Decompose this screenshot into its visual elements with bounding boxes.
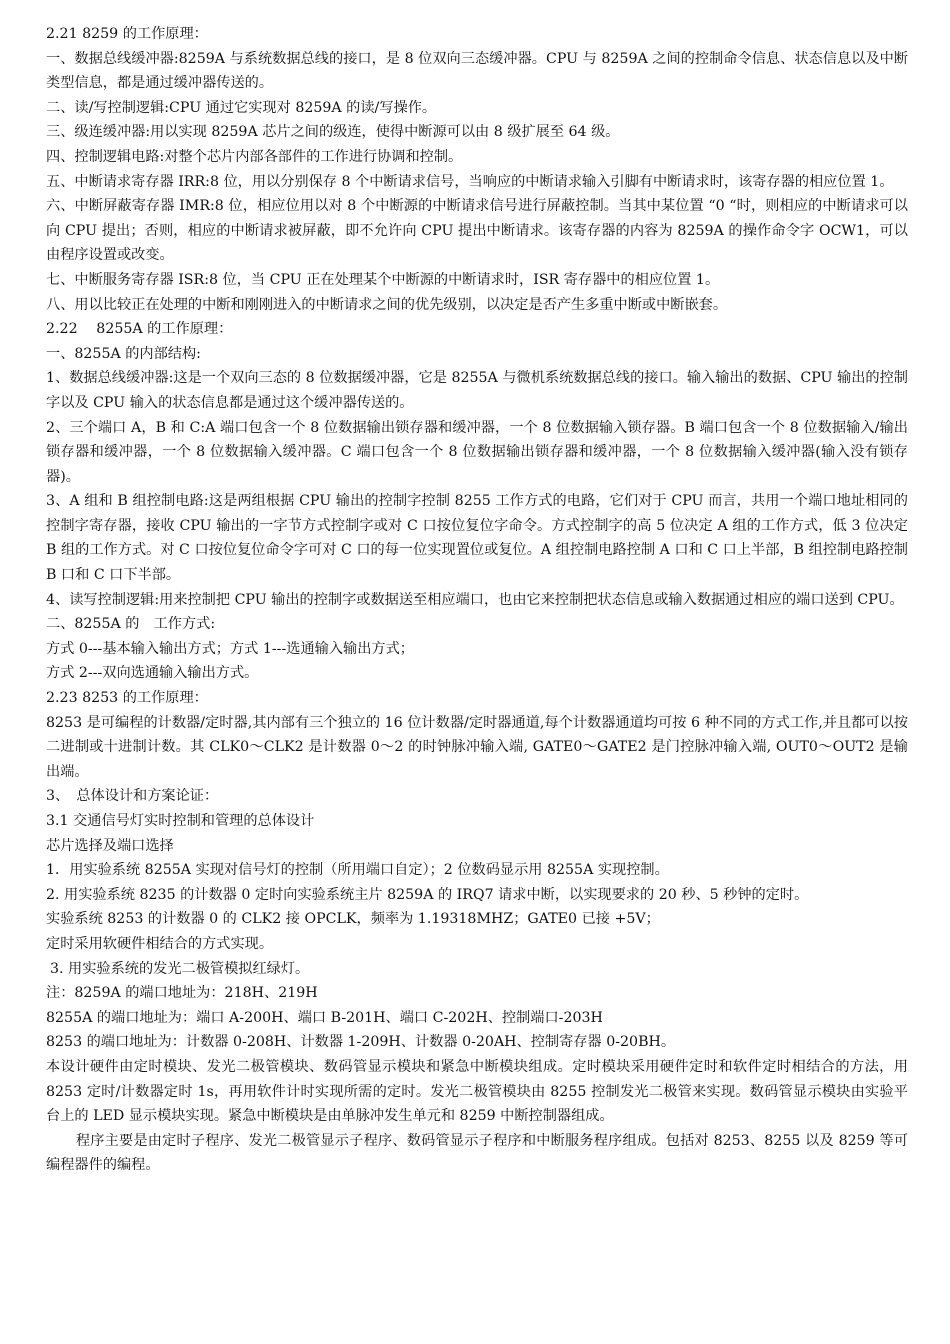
paragraph-8253-description: 8253 是可编程的计数器/定时器,其内部有三个独立的 16 位计数器/定时器通道,每个计数器通道均可按 6 种不同的方式工作,并且都可以按二进制或十进制计数。其 CLK0～CLK2 是计数器 0～2 的时钟脉冲输入端, GATE0～GATE2 是门控脉冲输入端, OUT0～OUT2 是输出端。 [46, 714, 908, 780]
subheading-8255a-structure: 一、8255A 的内部结构: [46, 345, 201, 362]
heading-8255a: 2.22 8255A 的工作原理： [46, 321, 233, 338]
paragraph-data-bus-buffer: 一、数据总线缓冲器:8259A 与系统数据总线的接口，是 8 位双向三态缓冲器。CPU 与 8259A 之间的控制命令信息、状态信息以及中断类型信息，都是通过缓冲器传送的。 [46, 50, 908, 92]
subheading-8255a-modes: 二、8255A 的 工作方式: [46, 616, 216, 633]
paragraph-irr: 五、中断请求寄存器 IRR:8 位，用以分别保存 8 个中断请求信号，当响应的中断请求输入引脚有中断请求时，该寄存器的相应位置 1。 [46, 173, 894, 190]
paragraph-cascade-buffer: 三、级连缓冲器:用以实现 8259A 芯片之间的级连，使得中断源可以由 8 级扩展至 64 级。 [46, 124, 620, 141]
paragraph-clk-note: 实验系统 8253 的计数器 0 的 CLK2 接 OPCLK，频率为 1.19318MHZ；GATE0 已接 +5V； [46, 911, 660, 928]
paragraph-modes-0-1: 方式 0---基本输入输出方式；方式 1---选通输入输出方式； [46, 640, 414, 657]
paragraph-isr: 七、中断服务寄存器 ISR:8 位，当 CPU 正在处理某个中断源的中断请求时，ISR 寄存器中的相应位置 1。 [46, 271, 720, 288]
heading-8259: 2.21 8259 的工作原理： [46, 26, 208, 42]
paragraph-program-design: 程序主要是由定时子程序、发光二极管显示子程序、数码管显示子程序和中断服务程序组成。包括对 8253、8255 以及 8259 等可编程器件的编程。 [46, 1132, 908, 1174]
paragraph-8255-ports: 2、三个端口 A，B 和 C:A 端口包含一个 8 位数据输出锁存器和缓冲器，一个 8 位数据输入锁存器。B 端口包含一个 8 位数据输入/输出锁存器和缓冲器，一个 8 位数据输入缓冲器。C 端口包含一个 8 位数据输出锁存器和缓冲器，一个 8 位数据输入缓冲器(输入没有锁存器)。 [46, 419, 908, 485]
paragraph-mode-2: 方式 2---双向选通输入输出方式。 [46, 665, 259, 682]
paragraph-control-logic: 四、控制逻辑电路:对整个芯片内部各部件的工作进行协调和控制。 [46, 148, 463, 165]
paragraph-8255-rw-logic: 4、读写控制逻辑:用来控制把 CPU 输出的控制字或数据送至相应端口，也由它来控制把状态信息或输入数据通过相应的端口送到 CPU。 [46, 591, 904, 608]
heading-3-1: 3.1 交通信号灯实时控制和管理的总体设计 [46, 813, 315, 829]
note-8255a-ports: 8255A 的端口地址为：端口 A-200H、端口 B-201H、端口 C-202H、控制端口-203H [46, 1009, 603, 1026]
paragraph-8255-group-control: 3、A 组和 B 组控制电路:这是两组根据 CPU 输出的控制字控制 8255 工作方式的电路，它们对于 CPU 而言，共用一个端口地址相同的控制字寄存器，接收 CPU 输出的一字节方式控制字或对 C 口按位复位字命令。方式控制字的高 5 位决定 A 组的工作方式，低 3 位决定 B 组的工作方式。对 C 口按位复位命令字可对 C 口的每一位实现置位或复位。A 组控制电路控制 A 口和 C 口上半部，B 组控制电路控制 B 口和 C 口下半部。 [46, 493, 908, 584]
note-8253-ports: 8253 的端口地址为：计数器 0-208H、计数器 1-209H、计数器 0-20AH、控制寄存器 0-20BH。 [46, 1034, 676, 1051]
note-8259a-ports: 注：8259A 的端口地址为：218H、219H [46, 985, 318, 1002]
paragraph-rw-control: 二、读/写控制逻辑:CPU 通过它实现对 8259A 的读/写操作。 [46, 99, 437, 116]
list-item-3: 3. 用实验系统的发光二极管模拟红绿灯。 [50, 960, 310, 977]
list-item-1: 1．用实验系统 8255A 实现对信号灯的控制（所用端口自定）；2 位数码显示用 8255A 实现控制。 [46, 862, 669, 879]
heading-8253: 2.23 8253 的工作原理： [46, 690, 208, 707]
paragraph-timing-note: 定时采用软硬件相结合的方式实现。 [46, 935, 274, 952]
subheading-chip-selection: 芯片选择及端口选择 [46, 837, 174, 854]
paragraph-priority: 八、用以比较正在处理的中断和刚刚进入的中断请求之间的优先级别，以决定是否产生多重中断或中断嵌套。 [46, 296, 728, 313]
paragraph-imr: 六、中断屏蔽寄存器 IMR:8 位，相应位用以对 8 个中断源的中断请求信号进行屏蔽控制。当其中某位置 “0 “时，则相应的中断请求可以向 CPU 提出；否则，相应的中断请求被屏蔽，即不允许向 CPU 提出中断请求。该寄存器的内容为 8259A 的操作命令字 OCW1，可以由程序设置或改变。 [46, 198, 908, 264]
paragraph-8255-data-buffer: 1、数据总线缓冲器:这是一个双向三态的 8 位数据缓冲器，它是 8255A 与微机系统数据总线的接口。输入输出的数据、CPU 输出的控制字以及 CPU 输入的状态信息都是通过这个缓冲器传送的。 [46, 370, 908, 411]
heading-overall-design: 3、 总体设计和方案论证： [46, 788, 219, 805]
paragraph-hardware-design: 本设计硬件由定时模块、发光二极管模块、数码管显示模块和紧急中断模块组成。定时模块采用硬件定时和软件定时相结合的方法，用 8253 定时/计数器定时 1s，再用软件计时实现所需的定时。发光二极管模块由 8255 控制发光二极管来实现。数码管显示模块由实验平台上的 LED 显示模块实现。紧急中断模块是由单脉冲发生单元和 8259 中断控制器组成。 [46, 1058, 908, 1125]
list-item-2: 2. 用实验系统 8235 的计数器 0 定时向实验系统主片 8259A 的 IRQ7 请求中断，以实现要求的 20 秒、5 秒钟的定时。 [46, 886, 809, 903]
